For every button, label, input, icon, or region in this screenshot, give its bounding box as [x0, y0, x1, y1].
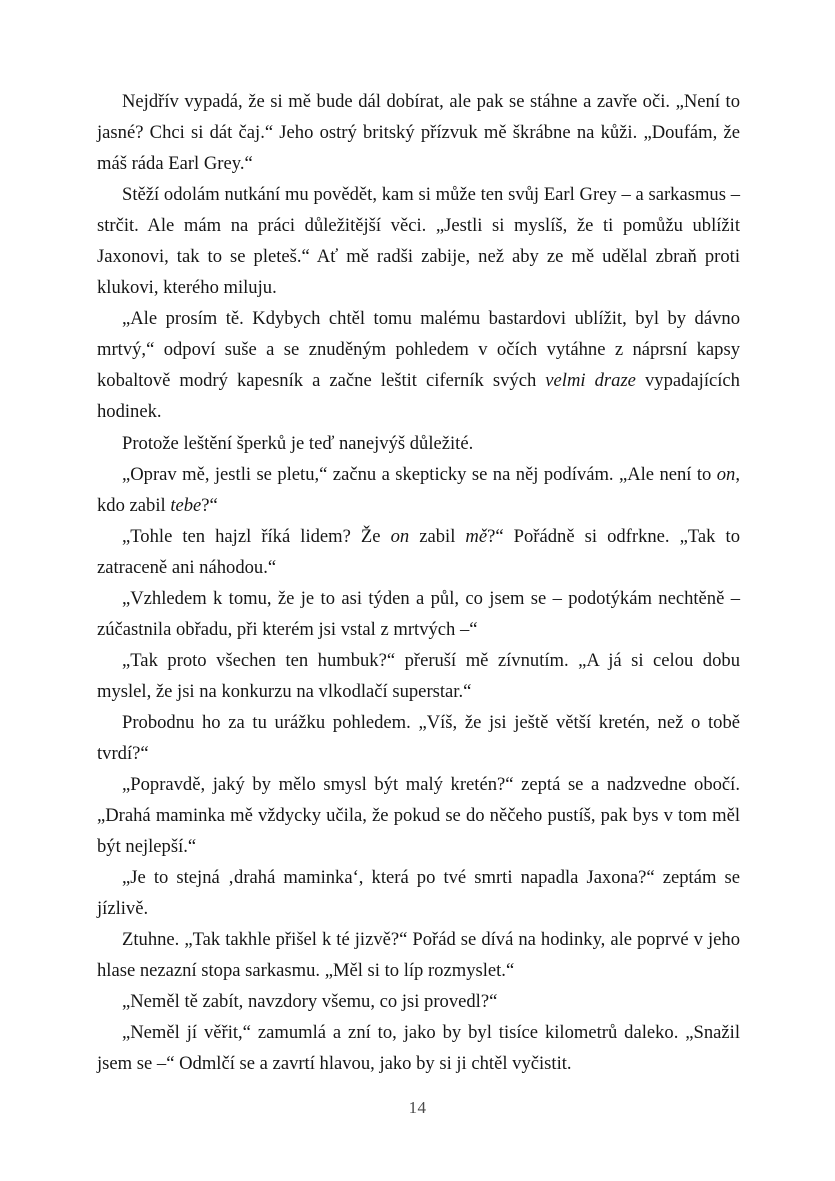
body-paragraph [97, 583, 740, 645]
body-text-run: zabil [409, 525, 466, 547]
body-text-run: „Popravdě, jaký by mělo smysl být malý kretén?“ zeptá se a nadzvedne obočí. „Drahá maminka mě vždycky učila, že pokud se do něčeho pustíš, pak bys v tom měl být nejlepší.“ [97, 774, 740, 858]
body-text-run: „Ale prosím tě. Kdybych chtěl tomu malému bastardovi ublížit, byl by dávno mrtvý,“ odpoví suše a se znuděným pohledem v očích vytáhne z náprsní kapsy kobaltově modrý kapesník a začne leštit ciferník svých [97, 308, 740, 392]
body-text-run: „Neměl tě zabít, navzdory všemu, co jsi provedl?“ [122, 991, 498, 1013]
body-paragraph [97, 769, 740, 862]
emphasis-text: velmi draze [545, 370, 636, 392]
body-paragraph [97, 645, 740, 707]
body-text-run: „Tohle ten hajzl říká lidem? Že [122, 525, 391, 547]
body-text-run: Nejdřív vypadá, že si mě bude dál dobírat, ale pak se stáhne a zavře oči. „Není to jasné? Chci si dát čaj.“ Jeho ostrý britský přízvuk mě škrábne na kůži. „Doufám, že máš ráda Earl Grey.“ [97, 91, 740, 175]
body-text-run: ?“ [201, 494, 218, 516]
body-paragraph [97, 86, 740, 179]
body-text-run: , kdo zabil [97, 463, 740, 516]
body-text-run: „Tak proto všechen ten humbuk?“ přeruší mě zívnutím. „A já si celou dobu myslel, že jsi na konkurzu na vlkodlačí superstar.“ [97, 649, 740, 702]
body-text-run: „Vzhledem k tomu, že je to asi týden a půl, co jsem se – podotýkám nechtěně – zúčastnila obřadu, při kterém jsi vstal z mrtvých –“ [97, 587, 740, 640]
body-paragraph [97, 707, 740, 769]
body-paragraph [97, 1017, 740, 1079]
body-paragraph [97, 428, 740, 459]
page-number: 14 [408, 1098, 427, 1117]
body-paragraph [97, 862, 740, 924]
body-text-run: „Neměl jí věřit,“ zamumlá a zní to, jako by byl tisíce kilometrů daleko. „Snažil jsem se –“ Odmlčí se a zavrtí hlavou, jako by si ji chtěl vyčistit. [97, 1022, 740, 1075]
body-paragraph [97, 924, 740, 986]
emphasis-text: on [716, 463, 736, 485]
body-paragraph [97, 303, 740, 427]
body-text-run: „Je to stejná ‚drahá maminka‘, která po tvé smrti napadla Jaxona?“ zeptám se jízlivě. [97, 867, 740, 920]
body-paragraph [97, 179, 740, 303]
body-paragraph [97, 986, 740, 1017]
body-text-run: „Oprav mě, jestli se pletu,“ začnu a skepticky se na něj podívám. „Ale není to [122, 463, 717, 485]
body-text-run: vypadajících hodinek. [97, 370, 740, 423]
body-paragraph [97, 459, 740, 521]
emphasis-text: on [390, 525, 410, 547]
emphasis-text: mě [465, 525, 488, 547]
body-text-run: Protože leštění šperků je teď nanejvýš důležité. [122, 432, 474, 454]
body-text-run: Stěží odolám nutkání mu povědět, kam si může ten svůj Earl Grey – a sarkasmus – strčit. Ale mám na práci důležitější věci. „Jestli si myslíš, že ti pomůžu ublížit Jaxonovi, tak to se pleteš.“ Ať mě radši zabije, než aby ze mě udělal zbraň proti klukovi, kterého miluju. [97, 184, 740, 299]
emphasis-text: tebe [170, 494, 202, 516]
body-text-run: ?“ Pořádně si odfrkne. „Tak to zatraceně ani náhodou.“ [97, 525, 740, 578]
body-text-run: Probodnu ho za tu urážku pohledem. „Víš, že jsi ještě větší kretén, než o tobě tvrdí?“ [97, 711, 740, 764]
body-paragraph [97, 521, 740, 583]
page-body-text [97, 86, 740, 1080]
body-text-run: Ztuhne. „Tak takhle přišel k té jizvě?“ Pořád se dívá na hodinky, ale poprvé v jeho hlase nezazní stopa sarkasmu. „Měl si to líp rozmyslet.“ [97, 929, 740, 982]
